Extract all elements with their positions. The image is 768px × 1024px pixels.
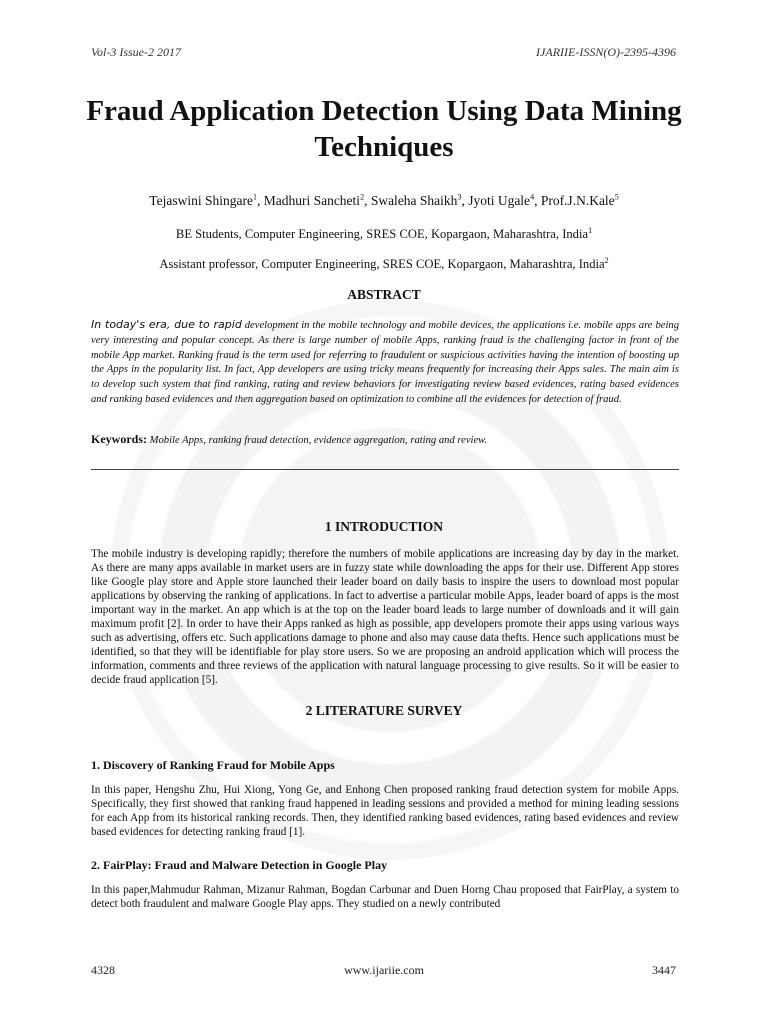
affiliation-sup: 2	[604, 255, 609, 265]
literature-item-title: 1. Discovery of Ranking Fraud for Mobile Apps	[91, 758, 335, 772]
paper-title: Fraud Application Detection Using Data Mining Techniques	[86, 95, 682, 163]
introduction-heading: 1 INTRODUCTION	[324, 519, 444, 534]
running-head-issn: IJARIIE-ISSN(O)-2395-4396	[536, 45, 676, 59]
affiliation-professor	[60, 256, 708, 273]
footer-website: www.ijariie.com	[344, 963, 424, 977]
keywords-text: Mobile Apps, ranking fraud detection, evidence aggregation, rating and review.	[147, 435, 488, 446]
author-list	[60, 192, 708, 210]
affiliation-students	[60, 226, 708, 243]
literature-item-paragraph: In this paper,Mahmudur Rahman, Mizanur Rahman, Bogdan Carbunar and Duen Horng Chau proposed that FairPlay, a system to detect both fraudulent and malware Google Play apps. They studied on a newly contributed	[91, 884, 679, 910]
author-sep: ,	[256, 193, 264, 208]
footer-page-number: 4328	[91, 963, 115, 977]
literature-item-paragraph: In this paper, Hengshu Zhu, Hui Xiong, Yong Ge, and Enhong Chen proposed ranking fraud detection system for mobile Apps. Specifically, they first showed that ranking fraud happened in leading sessions and provided a method for mining leading sessions for each App from its historical ranking records. Then, they identified ranking based evidences, rating based evidences and review based evidences for detecting ranking fraud [1].	[91, 784, 679, 838]
author-sep: ,	[534, 193, 541, 208]
author-name: Swaleha Shaikh	[370, 193, 458, 208]
author-sup: 5	[614, 192, 619, 202]
running-head-volume: Vol-3 Issue-2 2017	[91, 45, 181, 59]
abstract-lead: In today's era, due to rapid	[91, 318, 242, 331]
author-name: Jyoti Ugale	[468, 193, 531, 208]
author-sep: ,	[364, 193, 371, 208]
literature-item-title: 2. FairPlay: Fraud and Malware Detection in Google Play	[91, 858, 388, 872]
abstract-text: development in the mobile technology and mobile devices, the applications i.e. mobile apps are being very interesting and popular concept. As there is large number of mobile Apps, ranking fraud is the challenging factor in front of the mobile App market. Ranking fraud is the term used for referring to fraudulent or suspicious activities having the intention of boosting up the Apps in the popularity list. In fact, App developers are using tricky means frequently for increasing their Apps sales. The main aim is to develop such system that find ranking, rating and review behaviors for investigating review based evidences, rating based evidences and ranking based evidences and then aggregation based on optimization to combine all the evidences for detection of fraud.	[91, 320, 679, 405]
affiliation-text: Assistant professor, Computer Engineering, SRES COE, Kopargaon, Maharashtra, India	[159, 257, 605, 271]
keywords-line	[91, 432, 679, 448]
abstract-heading: ABSTRACT	[347, 287, 421, 302]
author-name: Tejaswini Shingare	[149, 193, 253, 208]
author-name: Madhuri Sancheti	[263, 193, 361, 208]
author-sup: 3	[457, 192, 462, 202]
author-sup: 2	[360, 192, 365, 202]
keywords-label: Keywords:	[91, 432, 147, 446]
author-sup: 4	[530, 192, 535, 202]
author-sup: 1	[252, 192, 257, 202]
author-sep: ,	[461, 193, 469, 208]
abstract-body	[91, 318, 679, 408]
affiliation-sup: 1	[588, 225, 593, 235]
section-divider	[91, 469, 679, 470]
footer-paper-id: 3447	[652, 963, 676, 977]
literature-survey-heading: 2 LITERATURE SURVEY	[305, 703, 463, 718]
introduction-paragraph: The mobile industry is developing rapidly; therefore the numbers of mobile applications are increasing day by day in the market. As there are many apps available in market users are in fuzzy state while downloading the apps for their use. Different App stores like Google play store and Apple store launched their leader board on daily basis to inspire the users to download most popular applications by observing the ranking of applications. In fact to advertise a particular mobile Apps, leader board of apps is the most important way in the market. An app which is at the top on the leader board leads to large number of downloads and it will gain maximum profit [2]. In order to have their Apps ranked as high as possible, app developers promote their apps using various ways such as advertising, offers etc. Such applications damage to phone and also may cause data thefts. Hence such applications must be identified, so that they will be identifiable for play store users. So we are proposing an android application which will process the information, comments and three reviews of the application with natural language processing to give results. So it will be easier to decide fraud application [5].	[91, 548, 679, 686]
affiliation-text: BE Students, Computer Engineering, SRES COE, Kopargaon, Maharashtra, India	[175, 227, 589, 241]
author-name: Prof.J.N.Kale	[540, 193, 615, 208]
